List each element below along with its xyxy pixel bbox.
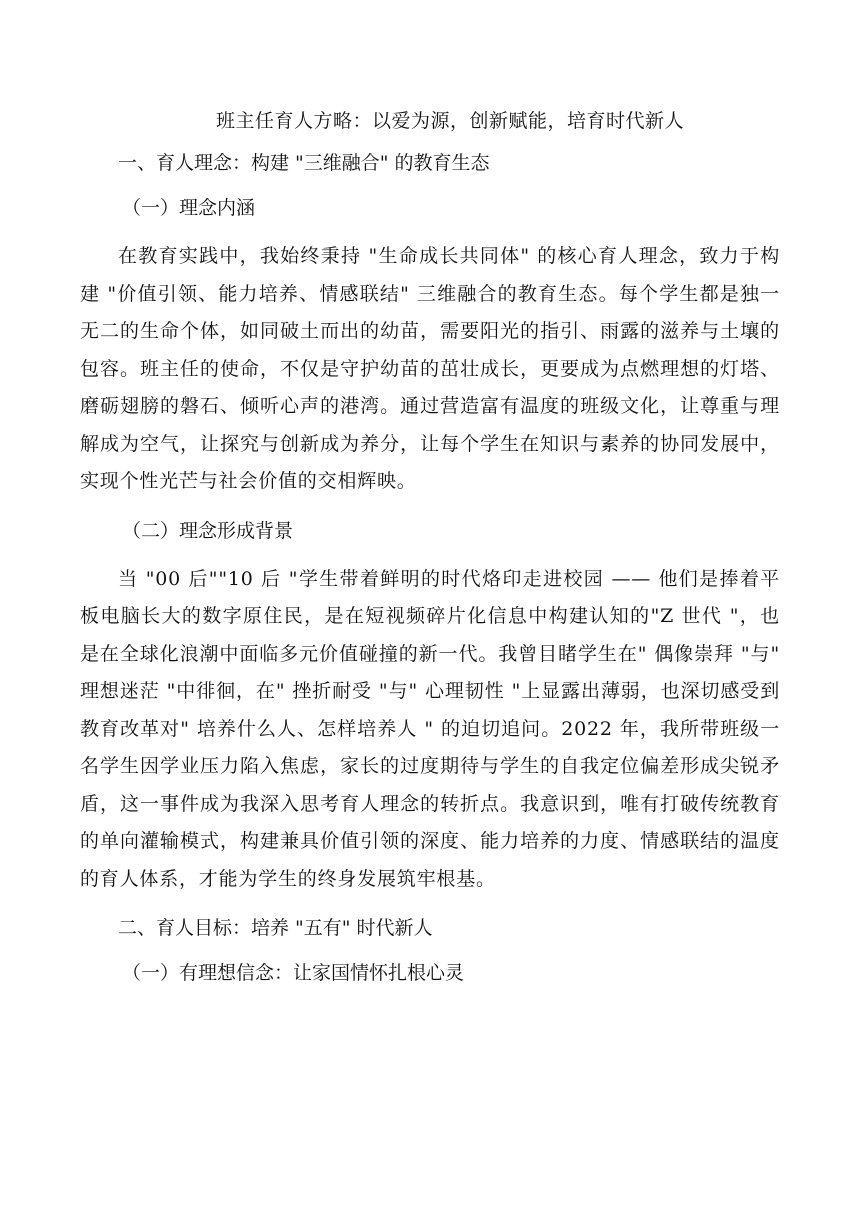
section-1-heading: 一、育人理念：构建 "三维融合" 的教育生态 (118, 152, 490, 174)
section-1-2-heading: （二）理念形成背景 (122, 519, 294, 542)
section-1-1-heading: （一）理念内涵 (122, 197, 256, 219)
section-2-1-heading: （一）有理想信念：让家国情怀扎根心灵 (122, 962, 465, 984)
section-2-heading: 二、育人目标：培养 "五有" 时代新人 (118, 917, 433, 939)
section-1-1-paragraph: 在教育实践中，我始终秉持 "生命成长共同体" 的核心育人理念，致力于构建 "价值引领、能力培养、情感联结" 三维融合的教育生态。每个学生都是独一无二的生命个体，如同破土而出的幼苗，需要阳光的指引、雨露的滋养与土壤的包容。班主任的使命，不仅是守护幼苗的茁壮成长，更要成为点燃理想的灯塔、磨砺翅膀的磐石、倾听心声的港湾。通过营造富有温度的班级文化，让尊重与理解成为空气，让探究与创新成为养分，让每个学生在知识与素养的协同发展中，实现个性光芒与社会价值的交相辉映。 (80, 245, 780, 492)
section-1-2-paragraph: 当 "00 后""10 后 "学生带着鲜明的时代烙印走进校园 —— 他们是捧着平板电脑长大的数字原住民，是在短视频碎片化信息中构建认知的"Z 世代 "，也是在全球化浪潮中面临多元价值碰撞的新一代。我曾目睹学生在" 偶像崇拜 "与" 理想迷茫 "中徘徊，在" 挫折耐受 "与" 心理韧性 "上显露出薄弱，也深切感受到教育改革对" 培养什么人、怎样培养人 " 的迫切追问。2022 年，我所带班级一名学生因学业压力陷入焦虑，家长的过度期待与学生的自我定位偏差形成尖锐矛盾，这一事件成为我深入思考育人理念的转折点。我意识到，唯有打破传统教育的单向灌输模式，构建兼具价值引领的深度、能力培养的力度、情感联结的温度的育人体系，才能为学生的终身发展筑牢根基。 (80, 567, 780, 890)
document-title: 班主任育人方略：以爱为源，创新赋能，培育时代新人 (215, 110, 684, 132)
